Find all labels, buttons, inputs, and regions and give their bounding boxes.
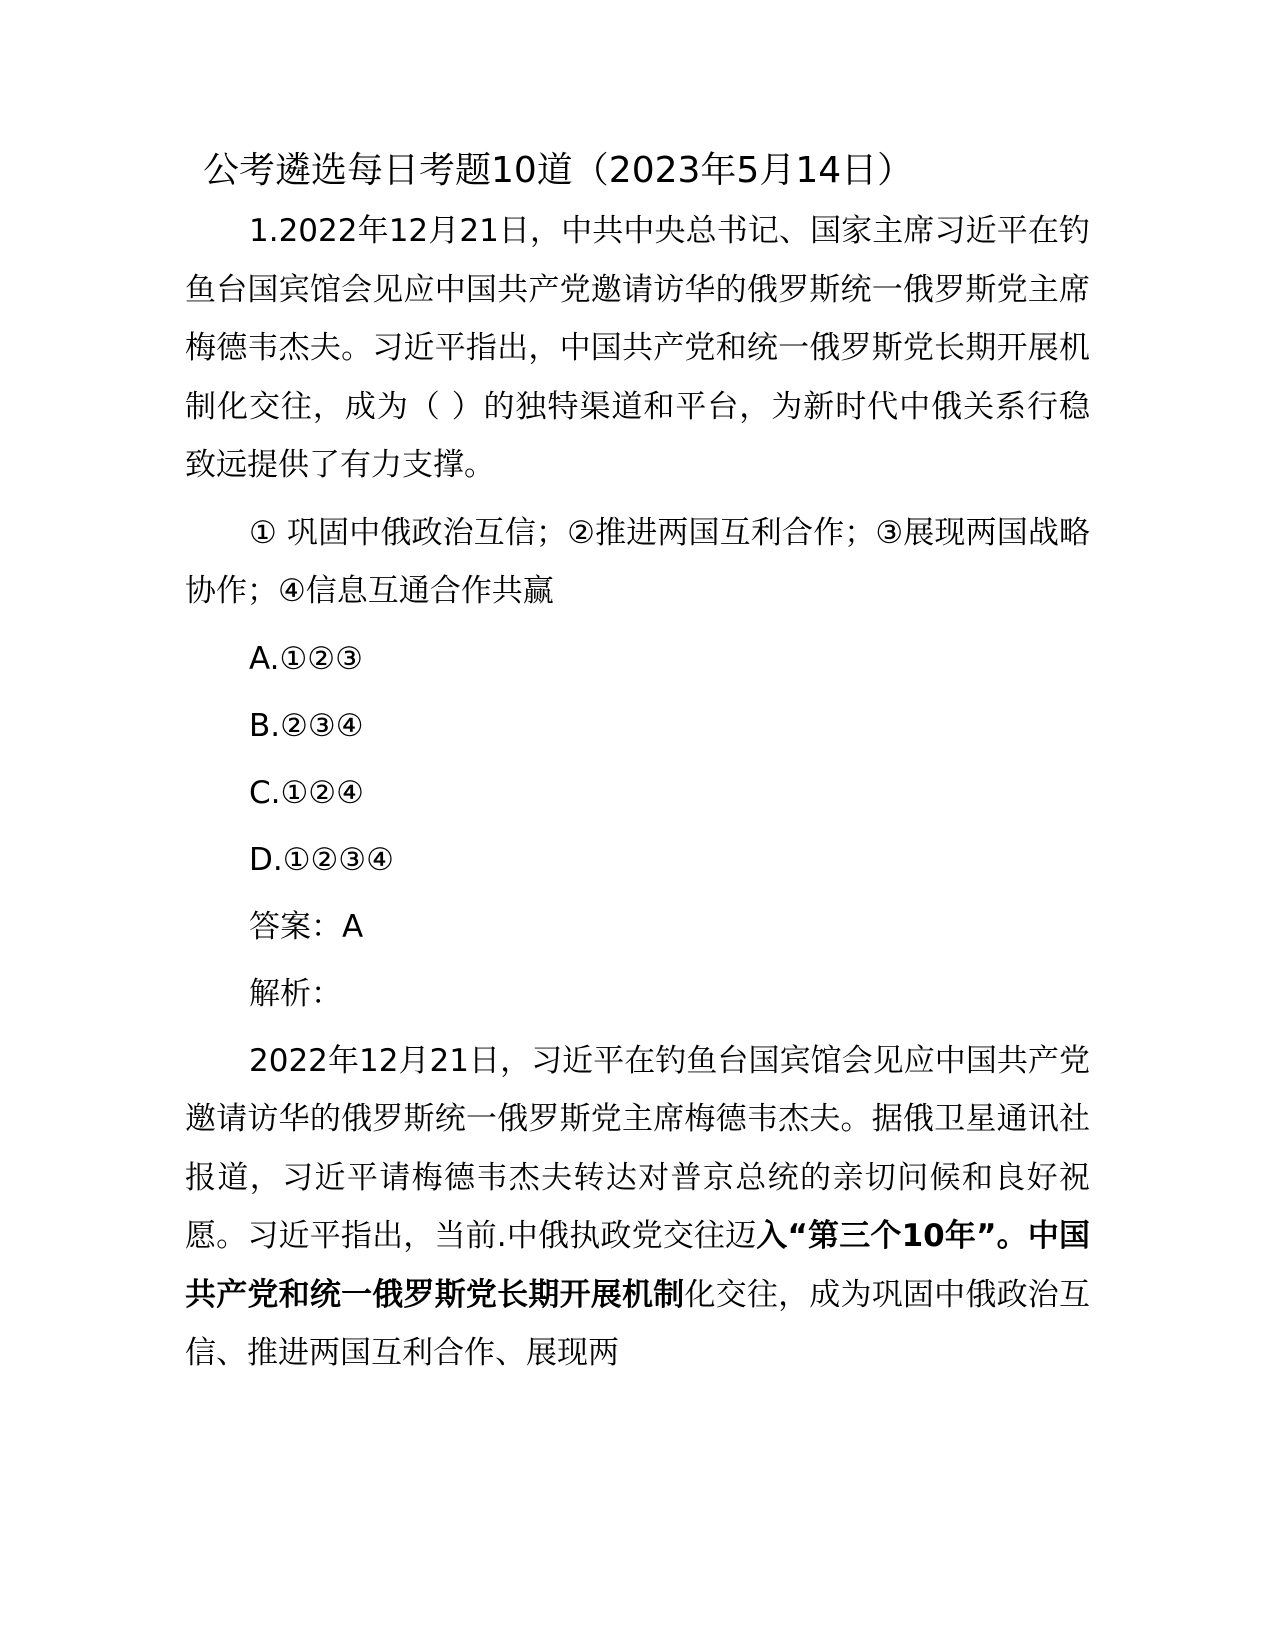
document-page [185,140,1090,1383]
analysis-text-part2: 化交往，成为巩固中俄政治互信、推进两国互利合作、展现两 [185,1276,1091,1371]
document-title: 公考遴选每日考题10道（2023年5月14日） [203,150,914,191]
option-a: A.①②③ [249,640,363,677]
answer: 答案：A [249,908,364,945]
option-d: D.①②③④ [249,841,394,878]
option-c: C.①②④ [249,774,364,811]
question-items: ① 巩固中俄政治互信；②推进两国互利合作；③展现两国战略协作；④信息互通合作共赢 [185,514,1090,609]
analysis-text [185,1032,1090,1383]
analysis-text-part1: 2022年12月21日，习近平在钓鱼台国宾馆会见应中国共产党邀请访华的俄罗斯统一俄罗斯党主席梅德韦杰夫。据俄卫星通讯社报道，习近平请梅德韦杰夫转达对普京总统的亲切问候和良好祝愿。习近平指出，当前.中俄执政党交往迈 [185,1042,1090,1254]
analysis-text-bold: 入“第三个10年”。中国共产党和统一俄罗斯党长期开展机制 [185,1218,1090,1313]
analysis-label: 解析： [249,975,342,1012]
option-b: B.②③④ [249,707,364,744]
question-stem: 1.2022年12月21日，中共中央总书记、国家主席习近平在钓鱼台国宾馆会见应中国共产党邀请访华的俄罗斯统一俄罗斯党主席梅德韦杰夫。习近平指出，中国共产党和统一俄罗斯党长期开展机制化交往，成为（ ）的独特渠道和平台，为新时代中俄关系行稳致远提供了有力支撑。 [185,213,1090,483]
